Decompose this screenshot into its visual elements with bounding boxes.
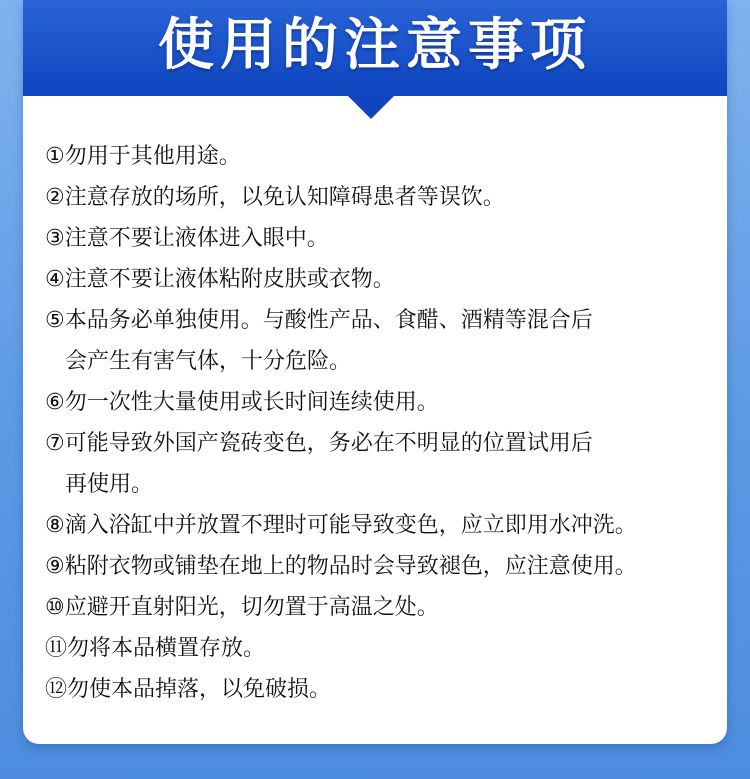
precaution-item: ⑨粘附衣物或铺垫在地上的物品时会导致褪色，应注意使用。: [45, 554, 637, 579]
precaution-list: [45, 136, 717, 710]
precaution-item-continuation: 再使用。: [65, 472, 154, 497]
precaution-item: ⑩应避开直射阳光，切勿置于高温之处。: [45, 595, 439, 620]
precaution-item: ②注意存放的场所，以免认知障碍患者等误饮。: [45, 185, 505, 210]
precaution-item: ⑥勿一次性大量使用或长时间连续使用。: [45, 390, 439, 415]
precaution-item-continuation: 会产生有害气体，十分危险。: [65, 349, 352, 374]
precaution-item: ⑤本品务必单独使用。与酸性产品、食醋、酒精等混合后: [45, 308, 593, 333]
precaution-item: ③注意不要让液体进入眼中。: [45, 226, 329, 251]
precaution-item: ④注意不要让液体粘附皮肤或衣物。: [45, 267, 395, 292]
page-title: 使用的注意事项: [158, 13, 592, 78]
notice-card: [23, 0, 727, 744]
precaution-item: ⑦可能导致外国产瓷砖变色，务必在不明显的位置试用后: [45, 431, 593, 456]
precaution-item: ⑧滴入浴缸中并放置不理时可能导致变色，应立即用水冲洗。: [45, 513, 637, 538]
banner-pointer: [347, 95, 395, 119]
title-banner: [23, 0, 727, 96]
precaution-item: ①勿用于其他用途。: [45, 144, 241, 169]
precaution-item: ⑫勿使本品掉落，以免破损。: [45, 677, 332, 702]
precaution-item: ⑪勿将本品横置存放。: [45, 636, 266, 661]
